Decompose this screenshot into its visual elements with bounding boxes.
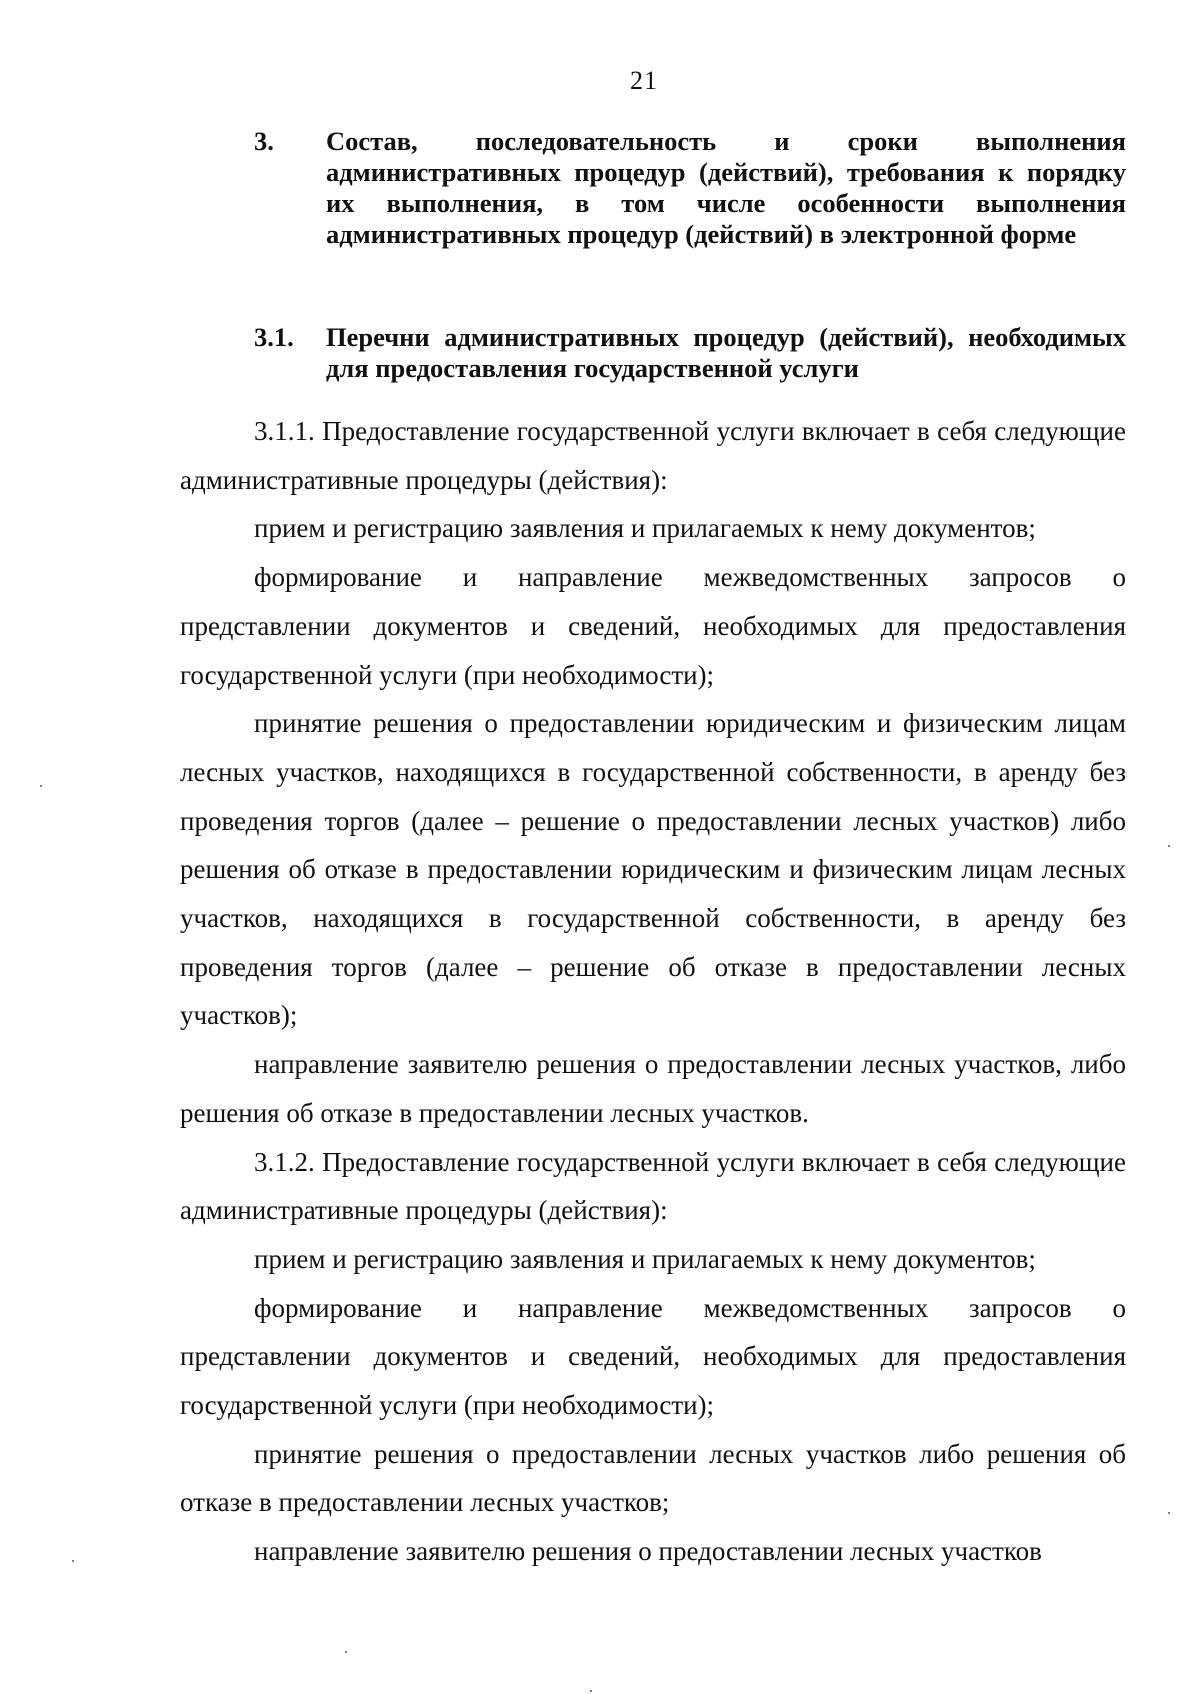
paragraph-item: формирование и направление межведомственных запросов о представлении документов и сведений, необходимых для предоставления государственной услуги (при необходимости); bbox=[180, 1292, 1126, 1421]
section-3-title: Состав, последовательность и сроки выполнения административных процедур (действий), требования к порядку их выполнения, в том числе особенности выполнения административных процедур (действий) в электронной форме bbox=[326, 126, 1126, 249]
scan-speck bbox=[345, 1651, 347, 1653]
paragraph-item: направление заявителю решения о предоставлении лесных участков bbox=[254, 1536, 1042, 1567]
scan-speck bbox=[1168, 1512, 1170, 1514]
paragraph-item: прием и регистрацию заявления и прилагаемых к нему документов; bbox=[254, 513, 1036, 544]
scan-speck bbox=[1168, 845, 1170, 847]
scan-speck bbox=[40, 785, 42, 787]
section-3-1-heading bbox=[254, 322, 1126, 392]
paragraph-3-1-1-intro: 3.1.1. Предоставление государственной услуги включает в себя следующие административные процедуры (действия): bbox=[180, 416, 1126, 495]
paragraph-item: принятие решения о предоставлении лесных участков либо решения об отказе в предоставлении лесных участков; bbox=[180, 1438, 1126, 1518]
paragraph-item: направление заявителю решения о предоставлении лесных участков, либо решения об отказе в предоставлении лесных участков. bbox=[180, 1049, 1126, 1128]
paragraph-item: прием и регистрацию заявления и прилагаемых к нему документов; bbox=[254, 1243, 1036, 1274]
section-3-number: 3. bbox=[254, 126, 274, 156]
section-3-1-number: 3.1. bbox=[254, 322, 294, 352]
page-number: 21 bbox=[630, 66, 658, 95]
scan-speck bbox=[590, 1690, 592, 1692]
paragraph-item: формирование и направление межведомственных запросов о представлении документов и сведений, необходимых для предоставления государственной услуги (при необходимости); bbox=[180, 562, 1126, 690]
section-3-heading bbox=[254, 126, 1126, 286]
paragraph-item: принятие решения о предоставлении юридическим и физическим лицам лесных участков, находящихся в государственной собственности, в аренду без проведения торгов (далее – решение о предоставлении лесных участков) либо решения об отказе в предоставлении юридическим и физическим лицам лесных участков, находящихся в государственной собственности, в аренду без проведения торгов (далее – решение об отказе в предоставлении лесных участков); bbox=[180, 708, 1126, 1031]
body-text bbox=[180, 407, 1126, 1576]
section-3-1-title: Перечни административных процедур (действий), необходимых для предоставления государственной услуги bbox=[326, 322, 1126, 383]
paragraph-3-1-2-intro: 3.1.2. Предоставление государственной услуги включает в себя следующие административные процедуры (действия): bbox=[180, 1146, 1126, 1226]
scan-speck bbox=[72, 1560, 74, 1562]
